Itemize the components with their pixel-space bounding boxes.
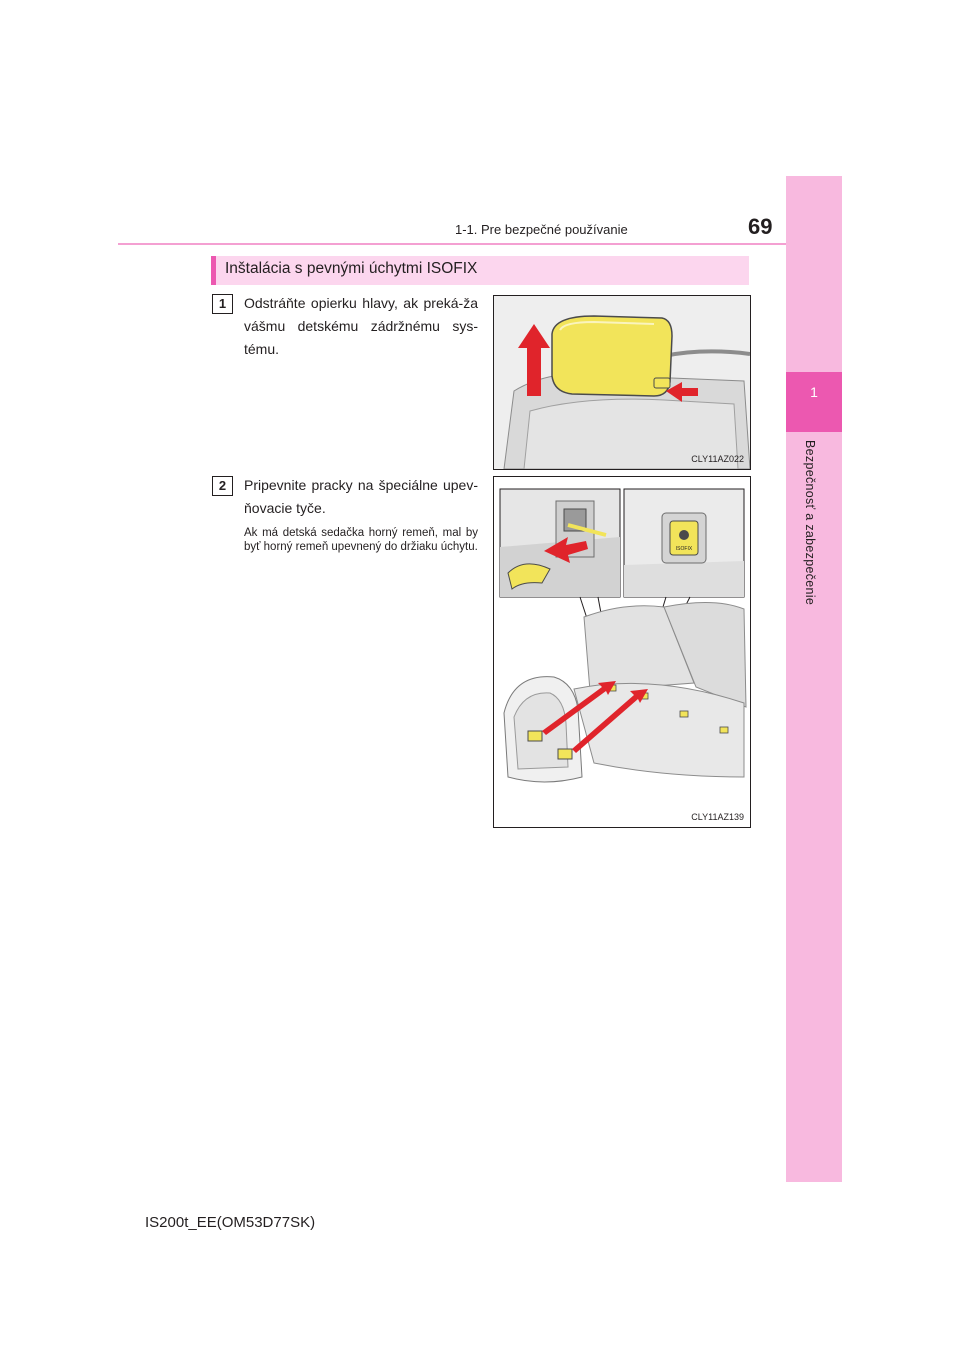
step-text-2: Pripevnite pracky na špeciálne upev-ňovacie tyče. — [244, 477, 478, 516]
figure-isofix-installation — [493, 476, 751, 828]
isofix-badge-label: ISOFIX — [675, 546, 693, 552]
step-number-2: 2 — [212, 476, 233, 496]
isofix-illustration — [494, 477, 750, 827]
step-number-1: 1 — [212, 294, 233, 314]
title-accent — [211, 256, 216, 285]
chapter-title-vertical — [803, 440, 825, 700]
section-title-bar — [211, 256, 749, 285]
headrest-illustration — [494, 296, 750, 469]
step-text-1: Odstráňte opierku hlavy, ak preká-ža vášmu detskému zádržnému sys-tému. — [244, 295, 478, 357]
step-note-2: Ak má detská sedačka horný remeň, mal by byť horný remeň upevnený do držiaku úchytu. — [244, 527, 478, 553]
figure-headrest-removal — [493, 295, 751, 470]
page-number: 69 — [748, 214, 773, 239]
footer-model-code: IS200t_EE(OM53D77SK) — [145, 1214, 316, 1231]
figure-code-2: CLY11AZ139 — [691, 812, 744, 822]
running-header: 1-1. Pre bezpečné používanie — [455, 222, 628, 237]
figure-code-1: CLY11AZ022 — [691, 454, 744, 464]
chapter-number: 1 — [810, 384, 818, 400]
header-rule — [118, 243, 842, 245]
section-title: Inštalácia s pevnými úchytmi ISOFIX — [225, 260, 478, 277]
chapter-title: Bezpečnosť a zabezpečenie — [803, 440, 817, 606]
chapter-number-box — [786, 372, 842, 432]
